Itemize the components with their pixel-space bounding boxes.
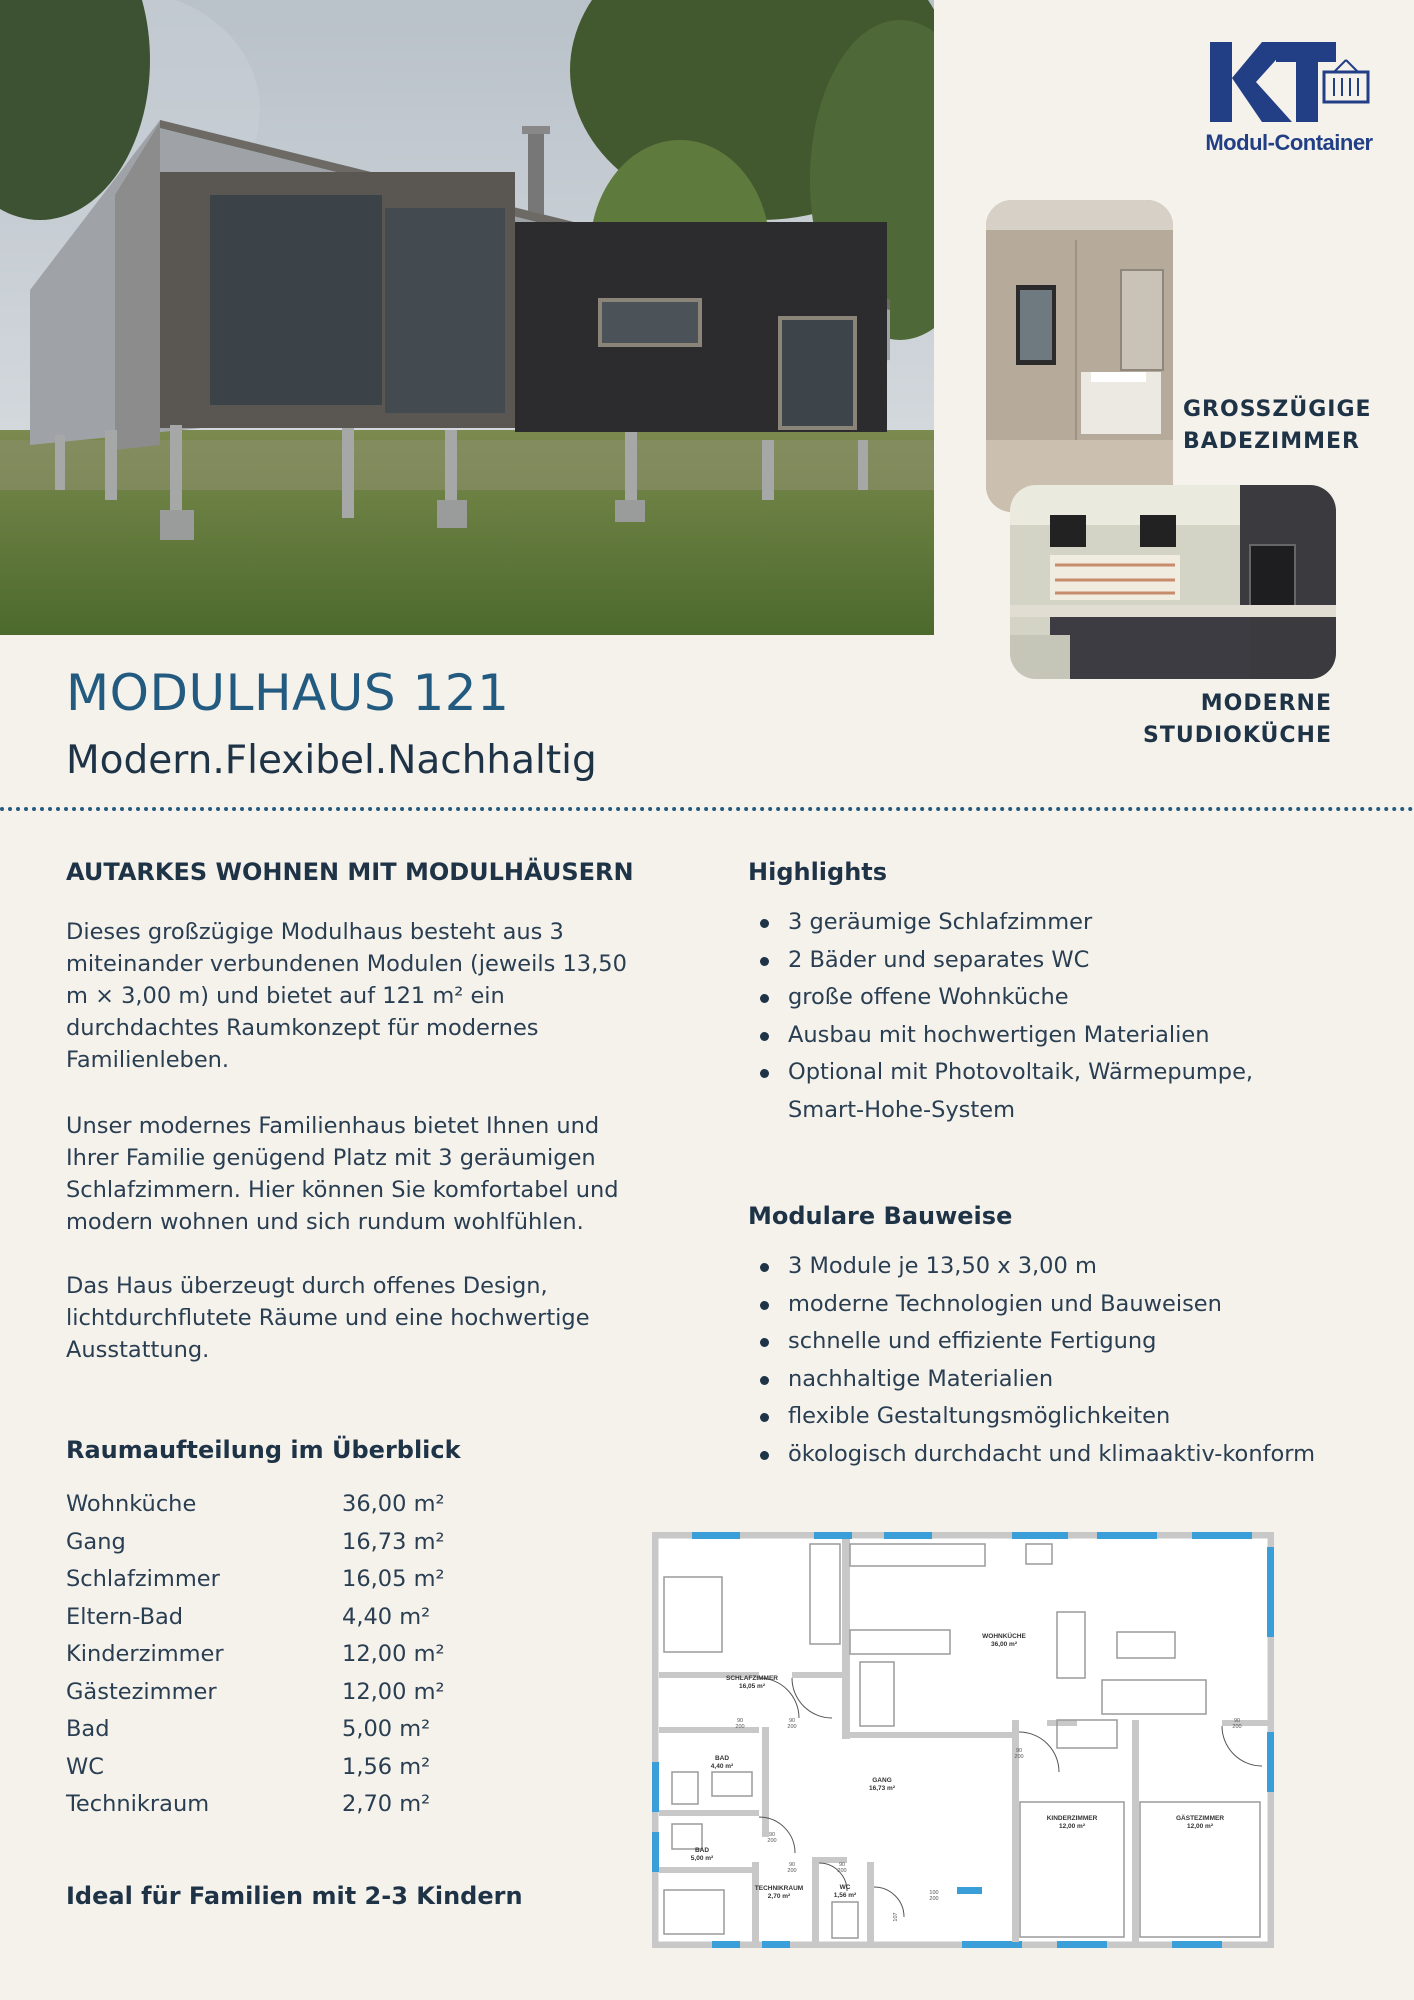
plan-area-bad1: 4,40 m² — [710, 1763, 734, 1770]
bathroom-photo — [986, 200, 1173, 512]
room-name: Schlafzimmer — [66, 1566, 220, 1592]
room-area: 1,56 m² — [342, 1753, 431, 1780]
door-dim: 200 — [1232, 1724, 1242, 1730]
list-item: moderne Technologien und Bauweisen — [748, 1286, 1388, 1324]
room-area: 5,00 m² — [342, 1716, 431, 1742]
list-item: nachhaltige Materialien — [748, 1361, 1388, 1399]
room-row — [66, 1561, 486, 1599]
rooms-heading: Raumaufteilung im Überblick — [66, 1436, 461, 1464]
room-name: Gang — [66, 1528, 126, 1555]
room-row — [66, 1711, 486, 1749]
page-subtitle: Modern.Flexibel.Nachhaltig — [66, 738, 597, 783]
door-dim: 90 — [788, 1862, 796, 1868]
plan-label-kinderzimmer: KINDERZIMMER — [1046, 1815, 1098, 1822]
rooms-table — [66, 1486, 486, 1824]
room-area: 2,70 m² — [342, 1791, 431, 1817]
list-item: flexible Gestaltungsmöglichkeiten — [748, 1398, 1388, 1436]
door-dim: 200 — [787, 1868, 797, 1874]
room-area: 12,00 m² — [342, 1641, 445, 1667]
list-item: 3 geräumige Schlafzimmer — [748, 904, 1388, 942]
room-area: 36,00 m² — [342, 1491, 445, 1517]
room-area: 4,40 m² — [342, 1603, 431, 1630]
door-dim: 200 — [787, 1724, 797, 1730]
intro-paragraph-2: Unser modernes Familienhaus bietet Ihnen und Ihrer Familie genügend Platz mit 3 geräumigen Schlafzimmern. Hier können Sie komfortabel und modern wohnen und sich rundum wohlfühlen. — [66, 1113, 619, 1235]
modular-list — [748, 1248, 1388, 1473]
plan-label-bad2: BAD — [694, 1847, 710, 1854]
page-title: MODULHAUS 121 — [66, 664, 510, 722]
plan-label-gaestezimmer: GÄSTEZIMMER — [1175, 1815, 1225, 1822]
bathroom-label-line2: BADEZIMMER — [1183, 429, 1360, 454]
room-row — [66, 1674, 486, 1712]
plan-label-wohnkueche: WOHNKÜCHE — [982, 1633, 1026, 1640]
list-item: ökologisch durchdacht und klimaaktiv-konform — [748, 1436, 1388, 1474]
door-dim: 90 — [1015, 1748, 1023, 1754]
room-row — [66, 1599, 486, 1637]
room-name: Kinderzimmer — [66, 1641, 224, 1667]
list-item: 2 Bäder und separates WC — [748, 942, 1388, 980]
list-item: Ausbau mit hochwertigen Materialien — [748, 1017, 1388, 1055]
door-dim: 90 — [768, 1832, 776, 1838]
kt-logo-icon — [1196, 38, 1382, 130]
room-area: 16,73 m² — [342, 1528, 445, 1555]
floor-plan — [652, 1532, 1274, 1948]
plan-area-gang: 16,73 m² — [868, 1785, 896, 1792]
kitchen-label-line2: STUDIOKÜCHE — [1143, 723, 1332, 748]
plan-area-schlafzimmer: 16,05 m² — [738, 1683, 766, 1690]
room-row — [66, 1749, 486, 1787]
plan-area-technikraum: 2,70 m² — [767, 1893, 791, 1900]
room-row — [66, 1524, 486, 1562]
plan-label-gang: GANG — [872, 1777, 892, 1784]
bathroom-label — [1183, 394, 1372, 458]
room-name: Bad — [66, 1716, 110, 1742]
room-row — [66, 1486, 486, 1524]
plan-area-bad2: 5,00 m² — [690, 1855, 714, 1862]
room-area: 16,05 m² — [342, 1566, 445, 1592]
house-exterior-photo — [0, 0, 934, 635]
company-logo — [1196, 38, 1382, 163]
plan-area-gaestezimmer: 12,00 m² — [1186, 1823, 1214, 1830]
logo-text: Modul-Container — [1205, 130, 1373, 155]
door-dim: 100 — [929, 1890, 939, 1896]
list-item: 3 Module je 13,50 x 3,00 m — [748, 1248, 1388, 1286]
room-name: Technikraum — [66, 1791, 210, 1817]
plan-area-wc: 1,56 m² — [833, 1892, 857, 1899]
plan-area-wohnkueche: 36,00 m² — [990, 1641, 1018, 1648]
highlights-list — [748, 904, 1388, 1129]
list-item: schnelle und effiziente Fertigung — [748, 1323, 1388, 1361]
kitchen-label — [1143, 688, 1332, 752]
kitchen-label-line1: MODERNE — [1200, 691, 1332, 716]
door-dim: 90 — [736, 1718, 744, 1724]
list-item: Optional mit Photovoltaik, Wärmepumpe, Smart-Hohe-System — [748, 1054, 1288, 1129]
modular-heading: Modulare Bauweise — [748, 1202, 1013, 1230]
room-row — [66, 1786, 486, 1824]
intro-paragraph-1: Dieses großzügige Modulhaus besteht aus 3 miteinander verbundenen Modulen (jeweils 13,50 m × 3,00 m) und bietet auf 121 m² ein durchdachtes Raumkonzept für modernes Familienleben. — [66, 919, 627, 1073]
door-dim: 200 — [1014, 1754, 1024, 1760]
intro-paragraph-3: Das Haus überzeugt durch offenes Design, lichtdurchflutete Räume und eine hochwertige Ausstattung. — [66, 1273, 590, 1363]
door-dim: 200 — [929, 1896, 939, 1902]
plan-label-wc: WC — [839, 1884, 851, 1891]
room-area: 12,00 m² — [342, 1678, 445, 1705]
highlights-heading: Highlights — [748, 858, 888, 886]
door-dim: 200 — [735, 1724, 745, 1730]
door-dim: 90 — [788, 1718, 796, 1724]
plan-area-kinderzimmer: 12,00 m² — [1058, 1823, 1086, 1830]
kitchen-photo — [1010, 485, 1336, 679]
door-dim: 107 — [893, 1912, 899, 1922]
room-row — [66, 1636, 486, 1674]
door-dim: 90 — [838, 1862, 846, 1868]
dotted-divider — [0, 807, 1414, 811]
room-name: Wohnküche — [66, 1491, 197, 1517]
door-dim: 200 — [837, 1868, 847, 1874]
intro-heading: AUTARKES WOHNEN MIT MODULHÄUSERN — [66, 858, 634, 886]
plan-label-schlafzimmer: SCHLAFZIMMER — [726, 1675, 778, 1682]
room-name: WC — [66, 1753, 104, 1780]
room-name: Eltern-Bad — [66, 1603, 184, 1630]
door-dim: 200 — [767, 1838, 777, 1844]
plan-label-technikraum: TECHNIKRAUM — [754, 1885, 804, 1892]
bathroom-label-line1: GROSSZÜGIGE — [1183, 397, 1372, 422]
list-item: große offene Wohnküche — [748, 979, 1388, 1017]
plan-label-bad1: BAD — [714, 1755, 730, 1762]
door-dim: 90 — [1233, 1718, 1241, 1724]
footer-tagline: Ideal für Familien mit 2-3 Kindern — [66, 1882, 523, 1910]
room-name: Gästezimmer — [66, 1678, 217, 1705]
